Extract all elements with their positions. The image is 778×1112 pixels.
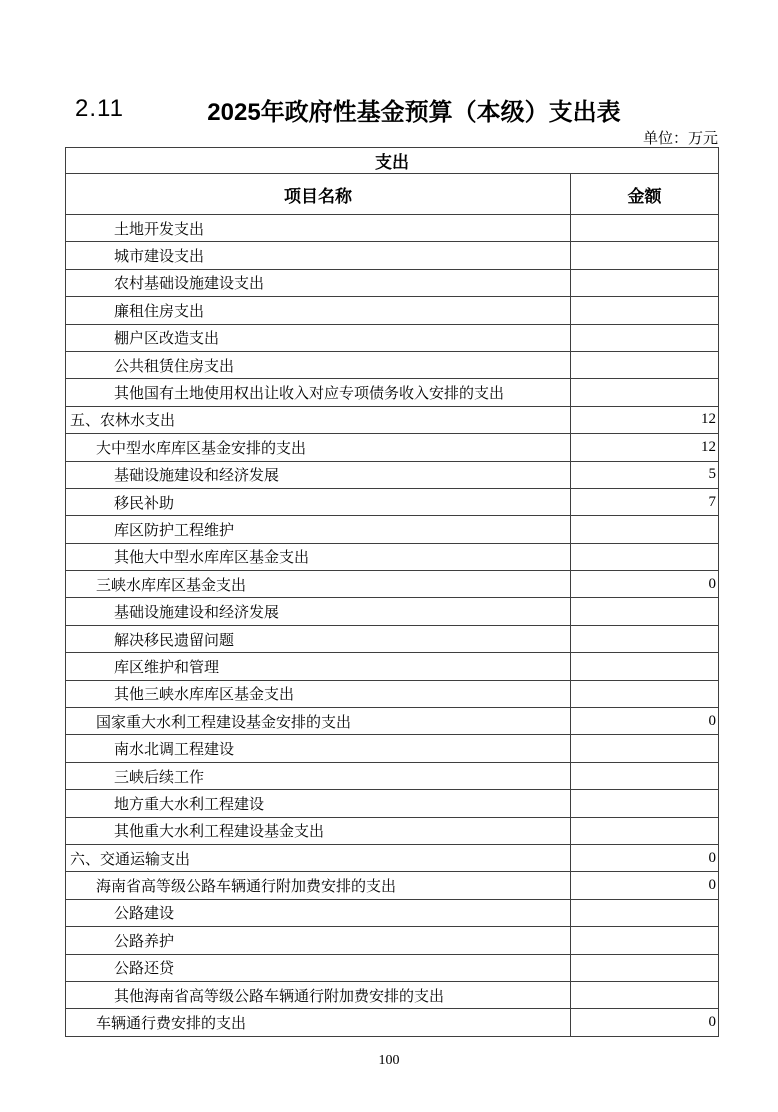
item-name-cell: 五、农林水支出 (66, 406, 571, 433)
item-name-cell: 六、交通运输支出 (66, 844, 571, 871)
item-name-cell: 南水北调工程建设 (66, 735, 571, 762)
amount-cell (571, 927, 719, 954)
amount-cell (571, 653, 719, 680)
amount-cell (571, 269, 719, 296)
page-title: 2025年政府性基金预算（本级）支出表 (207, 99, 621, 126)
table-row (66, 269, 719, 296)
amount-cell (571, 598, 719, 625)
item-name-cell: 三峡后续工作 (66, 762, 571, 789)
item-name-cell: 基础设施建设和经济发展 (66, 598, 571, 625)
table-row (66, 625, 719, 652)
amount-cell: 0 (571, 844, 719, 871)
table-row (66, 844, 719, 871)
table-row (66, 297, 719, 324)
table-row (66, 516, 719, 543)
table-header-row-expenditure (66, 148, 719, 174)
amount-cell (571, 215, 719, 242)
item-name-cell: 海南省高等级公路车辆通行附加费安排的支出 (66, 872, 571, 899)
item-name-cell: 解决移民遗留问题 (66, 625, 571, 652)
item-name-cell: 其他海南省高等级公路车辆通行附加费安排的支出 (66, 981, 571, 1008)
item-name-cell: 移民补助 (66, 488, 571, 515)
table-row (66, 899, 719, 926)
table-row (66, 708, 719, 735)
column-header-amount: 金额 (571, 174, 719, 215)
amount-cell: 5 (571, 461, 719, 488)
amount-cell (571, 899, 719, 926)
amount-cell (571, 680, 719, 707)
table-row (66, 762, 719, 789)
item-name-cell: 基础设施建设和经济发展 (66, 461, 571, 488)
item-name-cell: 车辆通行费安排的支出 (66, 1009, 571, 1036)
amount-cell: 12 (571, 406, 719, 433)
item-name-cell: 其他重大水利工程建设基金支出 (66, 817, 571, 844)
item-name-cell: 库区防护工程维护 (66, 516, 571, 543)
amount-cell (571, 351, 719, 378)
amount-cell: 12 (571, 434, 719, 461)
amount-cell (571, 242, 719, 269)
unit-label: 单位：万元 (642, 131, 718, 147)
item-name-cell: 库区维护和管理 (66, 653, 571, 680)
table-row (66, 817, 719, 844)
section-number: 2.11 (75, 95, 124, 122)
item-name-cell: 其他国有土地使用权出让收入对应专项债务收入安排的支出 (66, 379, 571, 406)
table-row (66, 461, 719, 488)
amount-cell (571, 324, 719, 351)
amount-cell (571, 625, 719, 652)
item-name-cell: 公共租赁住房支出 (66, 351, 571, 378)
item-name-cell: 国家重大水利工程建设基金安排的支出 (66, 708, 571, 735)
item-name-cell: 公路建设 (66, 899, 571, 926)
table-row (66, 981, 719, 1008)
item-name-cell: 公路还贷 (66, 954, 571, 981)
amount-cell (571, 762, 719, 789)
table-row (66, 242, 719, 269)
table-row (66, 434, 719, 461)
amount-cell (571, 790, 719, 817)
amount-cell (571, 379, 719, 406)
amount-cell (571, 543, 719, 570)
item-name-cell: 大中型水库库区基金安排的支出 (66, 434, 571, 461)
table-row (66, 735, 719, 762)
item-name-cell: 地方重大水利工程建设 (66, 790, 571, 817)
amount-cell (571, 981, 719, 1008)
table-row (66, 598, 719, 625)
table-body (66, 215, 719, 1037)
table-row (66, 653, 719, 680)
item-name-cell: 土地开发支出 (66, 215, 571, 242)
item-name-cell: 其他大中型水库库区基金支出 (66, 543, 571, 570)
item-name-cell: 其他三峡水库库区基金支出 (66, 680, 571, 707)
amount-cell: 0 (571, 872, 719, 899)
amount-cell (571, 516, 719, 543)
table-row (66, 351, 719, 378)
amount-cell: 7 (571, 488, 719, 515)
budget-table (65, 147, 719, 1037)
item-name-cell: 农村基础设施建设支出 (66, 269, 571, 296)
table-row (66, 543, 719, 570)
amount-cell (571, 817, 719, 844)
amount-cell (571, 954, 719, 981)
item-name-cell: 廉租住房支出 (66, 297, 571, 324)
table-row (66, 406, 719, 433)
item-name-cell: 三峡水库库区基金支出 (66, 571, 571, 598)
table-row (66, 927, 719, 954)
item-name-cell: 城市建设支出 (66, 242, 571, 269)
table-row (66, 872, 719, 899)
amount-cell (571, 297, 719, 324)
table-head (66, 148, 719, 215)
table-header-expenditure: 支出 (66, 148, 719, 174)
table-row (66, 379, 719, 406)
amount-cell: 0 (571, 708, 719, 735)
item-name-cell: 棚户区改造支出 (66, 324, 571, 351)
amount-cell (571, 735, 719, 762)
item-name-cell: 公路养护 (66, 927, 571, 954)
column-header-item-name: 项目名称 (66, 174, 571, 215)
table-row (66, 1009, 719, 1036)
table-row (66, 680, 719, 707)
table-row (66, 215, 719, 242)
table-row (66, 488, 719, 515)
table-header-row-columns (66, 174, 719, 215)
amount-cell: 0 (571, 571, 719, 598)
table-row (66, 324, 719, 351)
page-number: 100 (378, 1053, 400, 1068)
amount-cell: 0 (571, 1009, 719, 1036)
table-row (66, 790, 719, 817)
table-row (66, 954, 719, 981)
table-row (66, 571, 719, 598)
